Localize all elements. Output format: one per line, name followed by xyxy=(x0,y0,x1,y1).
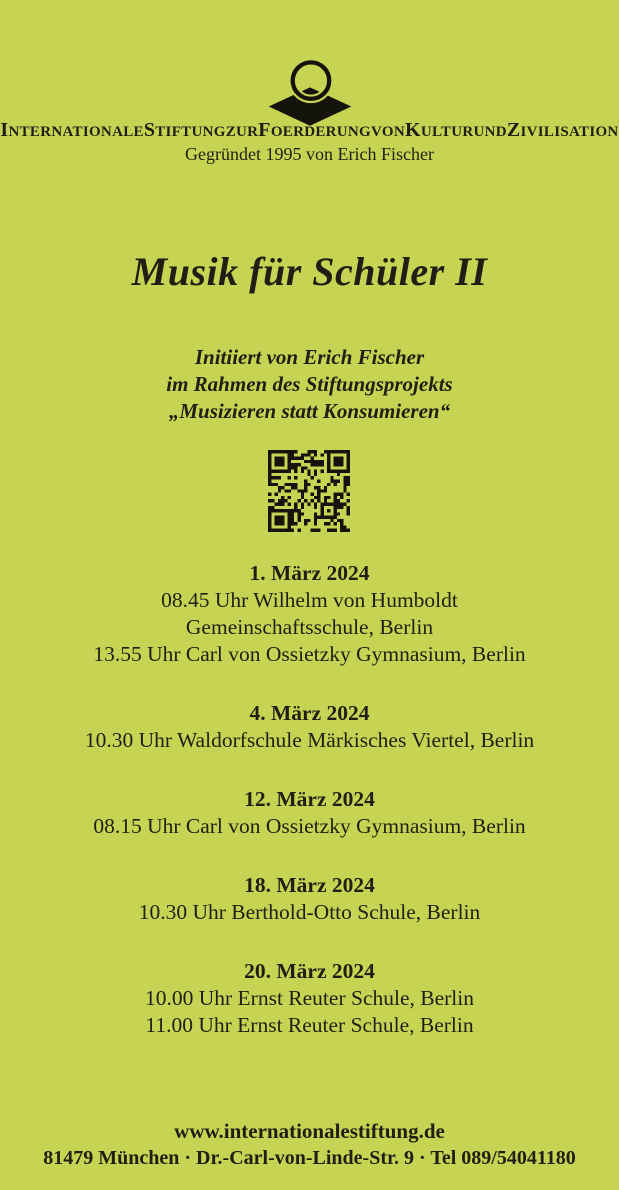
org-name-segment: S xyxy=(143,119,156,141)
org-name-segment: ULTUR xyxy=(420,124,474,140)
website-url: www.internationalestiftung.de xyxy=(174,1119,445,1143)
org-name-segment: ZUR xyxy=(225,124,259,140)
event-line: Gemeinschaftsschule, Berlin xyxy=(185,615,434,639)
subtitle xyxy=(0,344,619,425)
event-line: 10.30 Uhr Berthold-Otto Schule, Berlin xyxy=(138,900,481,924)
event-schedule xyxy=(0,560,619,1071)
event-line: 08.45 Uhr Wilhelm von Humboldt xyxy=(161,588,458,612)
org-name-segment: K xyxy=(404,119,421,141)
event-date: 1. März 2024 xyxy=(249,561,370,585)
event-block xyxy=(0,560,619,668)
org-name-segment: OERDERUNG xyxy=(270,124,372,140)
org-name xyxy=(0,116,619,146)
event-line: 10.30 Uhr Waldorfschule Märkisches Viertel, Berlin xyxy=(84,728,535,752)
org-name-segment: UND xyxy=(473,124,507,140)
qr-code-image xyxy=(268,450,350,532)
event-block xyxy=(0,872,619,926)
event-block xyxy=(0,786,619,840)
org-name-segment: Z xyxy=(506,119,521,141)
org-name-segment: NTERNATIONALE xyxy=(8,124,144,140)
subtitle-line: Initiiert von Erich Fischer xyxy=(194,345,425,369)
subtitle-line: „Musizieren statt Konsumieren“ xyxy=(168,399,451,423)
org-name-segment: I xyxy=(0,119,9,141)
event-line: 08.15 Uhr Carl von Ossietzky Gymnasium, Berlin xyxy=(93,814,526,838)
event-date: 12. März 2024 xyxy=(244,787,375,811)
org-name-segment: TIFTUNG xyxy=(155,124,226,140)
org-name-segment: VON xyxy=(371,124,405,140)
event-date: 20. März 2024 xyxy=(244,959,375,983)
org-name-segment: F xyxy=(258,119,271,141)
event-block xyxy=(0,958,619,1039)
event-line: 11.00 Uhr Ernst Reuter Schule, Berlin xyxy=(145,1013,474,1037)
address-line: 81479 München · Dr.-Carl-von-Linde-Str. 9 · Tel 089/54041180 xyxy=(43,1147,576,1169)
org-name-segment: IVILISATION xyxy=(520,124,619,140)
subtitle-line: im Rahmen des Stiftungsprojekts xyxy=(166,372,453,396)
event-date: 4. März 2024 xyxy=(249,701,370,725)
qr-code xyxy=(268,450,350,532)
footer xyxy=(0,1118,619,1171)
event-line: 10.00 Uhr Ernst Reuter Schule, Berlin xyxy=(144,986,474,1010)
event-block xyxy=(0,700,619,754)
founded-line: Gegründet 1995 von Erich Fischer xyxy=(185,144,434,164)
event-date: 18. März 2024 xyxy=(244,873,375,897)
event-line: 13.55 Uhr Carl von Ossietzky Gymnasium, Berlin xyxy=(93,642,526,666)
page-title: Musik für Schüler II xyxy=(131,249,488,294)
